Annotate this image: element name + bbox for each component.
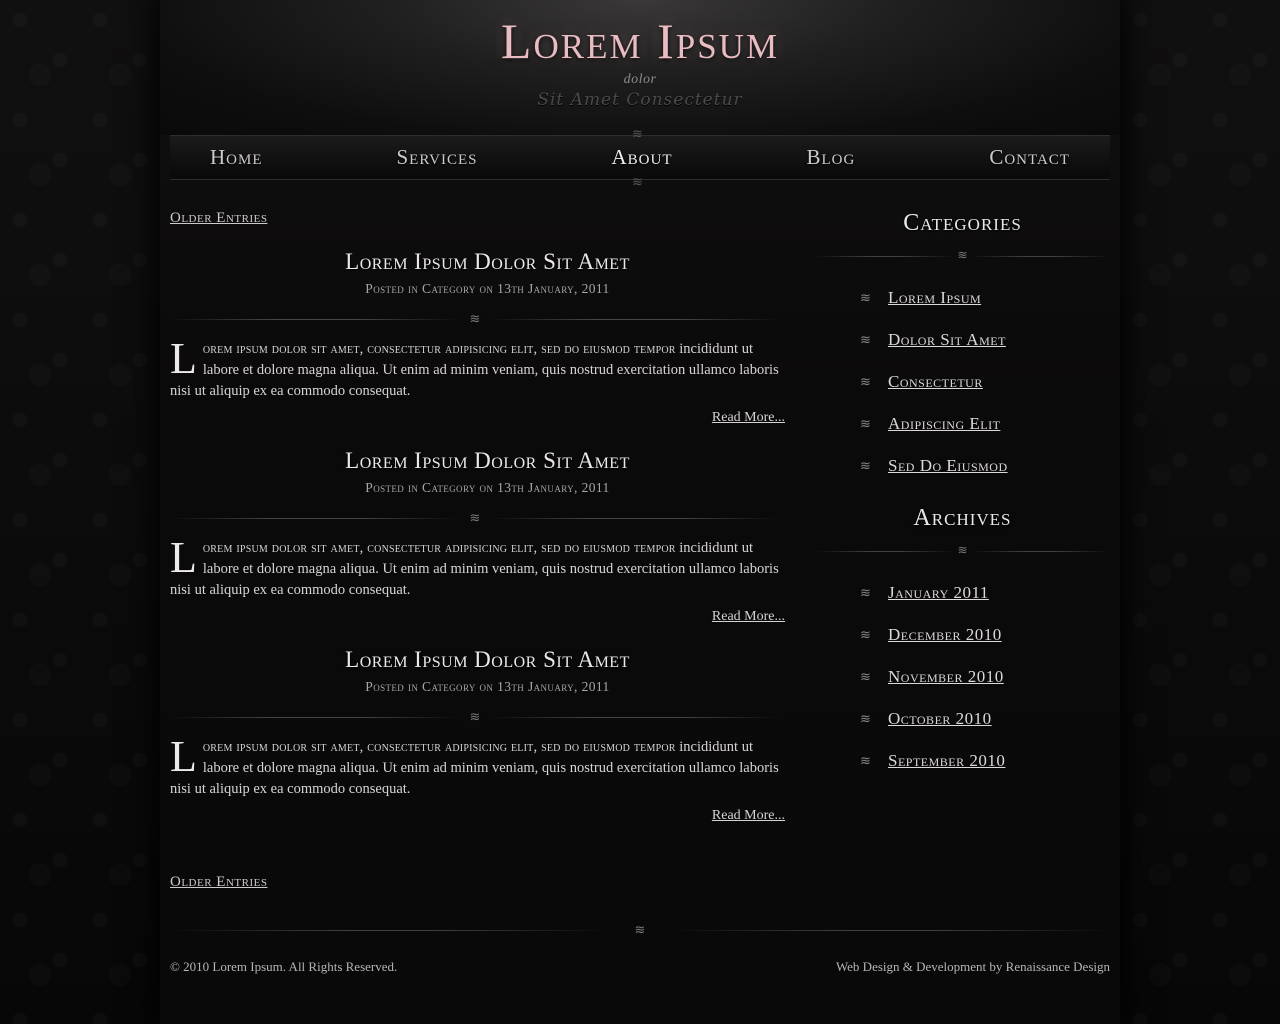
page-title: Lorem Ipsum (500, 13, 780, 69)
archive-link[interactable]: December 2010 (888, 625, 1002, 644)
site-header (160, 0, 1120, 135)
older-entries-top (170, 210, 805, 227)
categories-heading: Categories (903, 210, 1022, 236)
ornament-bullet-icon: ≋ (860, 332, 871, 347)
category-link[interactable]: Adipiscing Elit (888, 414, 1001, 433)
nav-item-blog[interactable]: Blog (806, 145, 856, 169)
footer-divider (170, 919, 1110, 941)
post-title: Lorem Ipsum Dolor Sit Amet (345, 448, 630, 473)
post-body (170, 732, 805, 800)
divider (815, 247, 1110, 265)
divider (170, 309, 780, 329)
ornament-bullet-icon: ≋ (860, 585, 871, 600)
list-item[interactable] (860, 403, 1110, 445)
divider (170, 508, 780, 528)
archive-link[interactable]: January 2011 (888, 583, 989, 602)
dropcap: L (170, 732, 197, 781)
category-link[interactable]: Consectetur (888, 372, 983, 391)
ornament-icon: ≋ (469, 510, 481, 525)
main-column (170, 210, 805, 891)
post-item (170, 448, 805, 625)
ornament-bullet-icon: ≋ (860, 753, 871, 768)
ornament-bullet-icon: ≋ (860, 711, 871, 726)
ornament-icon: ≋ (957, 543, 968, 557)
read-more-link[interactable]: Read More... (711, 808, 785, 823)
nav-item-services[interactable]: Services (396, 145, 478, 169)
post-item (170, 647, 805, 824)
read-more (170, 408, 805, 426)
nav-item-home[interactable]: Home (210, 145, 263, 169)
ornament-icon: ≋ (469, 709, 481, 724)
site-subtitle-script: Sit Amet Consectetur (537, 90, 743, 110)
read-more-link[interactable]: Read More... (711, 410, 785, 425)
list-item[interactable] (860, 277, 1110, 319)
read-more (170, 607, 805, 625)
ornament-bullet-icon: ≋ (860, 669, 871, 684)
category-link[interactable]: Dolor Sit Amet (888, 330, 1006, 349)
post-body (170, 533, 805, 601)
archive-link[interactable]: October 2010 (888, 709, 992, 728)
post-item (170, 249, 805, 426)
list-item[interactable] (860, 361, 1110, 403)
dropcap: L (170, 533, 197, 582)
archive-link[interactable]: September 2010 (888, 751, 1006, 770)
post-meta: Posted in Category on 13th January, 2011 (365, 480, 610, 495)
read-more-link[interactable]: Read More... (711, 609, 785, 624)
ornament-icon: ≋ (634, 922, 646, 937)
read-more (170, 806, 805, 824)
list-item[interactable] (860, 698, 1110, 740)
archive-link[interactable]: November 2010 (888, 667, 1004, 686)
ornament-bullet-icon: ≋ (860, 290, 871, 305)
footer-credit: Web Design & Development by Renaissance Design (835, 959, 1110, 974)
footer-copyright: © 2010 Lorem Ipsum. All Rights Reserved. (170, 959, 398, 974)
post-title: Lorem Ipsum Dolor Sit Amet (345, 249, 630, 274)
list-item[interactable] (860, 614, 1110, 656)
list-item[interactable] (860, 572, 1110, 614)
older-entries-bottom (170, 874, 805, 891)
ornament-bullet-icon: ≋ (860, 458, 871, 473)
post-title: Lorem Ipsum Dolor Sit Amet (345, 647, 630, 672)
list-item[interactable] (860, 656, 1110, 698)
nav-item-contact[interactable]: Contact (989, 145, 1070, 169)
divider (815, 542, 1110, 560)
ornament-icon: ≋ (957, 248, 968, 262)
ornament-icon: ≋ (632, 126, 643, 141)
post-lead: orem ipsum dolor sit amet, consectetur adipisicing elit, sed do eiusmod tempor (202, 341, 676, 357)
site-footer (160, 941, 1120, 975)
list-item[interactable] (860, 445, 1110, 487)
post-text: incididunt ut labore et dolore magna aliqua. Ut enim ad minim veniam, quis nostrud exercitation ullamco laboris nisi ut aliquip ex ea commodo consequat. (170, 739, 779, 797)
post-lead: orem ipsum dolor sit amet, consectetur adipisicing elit, sed do eiusmod tempor (202, 540, 676, 556)
post-meta: Posted in Category on 13th January, 2011 (365, 679, 610, 694)
post-text: incididunt ut labore et dolore magna aliqua. Ut enim ad minim veniam, quis nostrud exercitation ullamco laboris nisi ut aliquip ex ea commodo consequat. (170, 540, 779, 598)
ornament-icon: ≋ (632, 174, 643, 189)
older-entries-link[interactable]: Older Entries (170, 210, 268, 226)
page-container (160, 0, 1120, 1024)
category-link[interactable]: Sed Do Eiusmod (888, 456, 1008, 475)
post-text: incididunt ut labore et dolore magna aliqua. Ut enim ad minim veniam, quis nostrud exercitation ullamco laboris nisi ut aliquip ex ea commodo consequat. (170, 341, 779, 399)
categories-list (815, 277, 1110, 487)
list-item[interactable] (860, 740, 1110, 782)
post-body (170, 334, 805, 402)
archives-list (815, 572, 1110, 782)
archives-heading: Archives (913, 505, 1012, 531)
post-lead: orem ipsum dolor sit amet, consectetur adipisicing elit, sed do eiusmod tempor (202, 739, 676, 755)
divider (170, 707, 780, 727)
older-entries-link[interactable]: Older Entries (170, 874, 268, 890)
ornament-bullet-icon: ≋ (860, 416, 871, 431)
content-area (160, 180, 1120, 891)
site-subtitle-small: dolor (623, 72, 657, 87)
main-navigation (170, 126, 1110, 189)
sidebar (805, 210, 1110, 891)
list-item[interactable] (860, 319, 1110, 361)
nav-item-about[interactable]: About (611, 145, 673, 169)
ornament-bullet-icon: ≋ (860, 627, 871, 642)
ornament-icon: ≋ (469, 311, 481, 326)
dropcap: L (170, 334, 197, 383)
ornament-bullet-icon: ≋ (860, 374, 871, 389)
category-link[interactable]: Lorem Ipsum (888, 288, 982, 307)
post-meta: Posted in Category on 13th January, 2011 (365, 281, 610, 296)
